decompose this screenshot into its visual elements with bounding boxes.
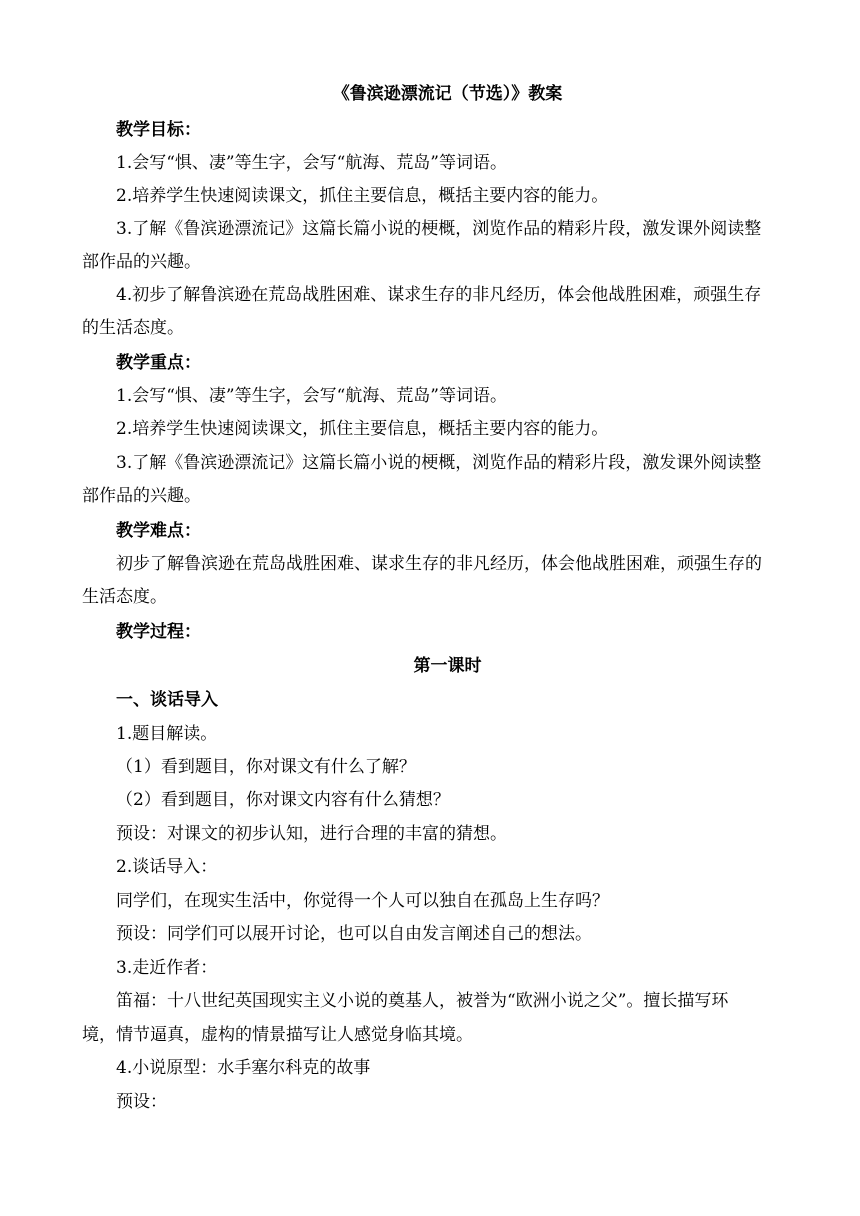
step-2-preset: 预设：同学们可以展开讨论，也可以自由发言阐述自己的想法。	[116, 924, 592, 944]
step-3-text: 笛福：十八世纪英国现实主义小说的奠基人，被誉为“欧洲小说之父”。擅长描写环	[116, 991, 729, 1011]
key-point-3: 3.了解《鲁滨逊漂流记》这篇长篇小说的梗概，浏览作品的精彩片段，激发课外阅读整	[116, 453, 762, 473]
lesson-title: 第一课时	[413, 656, 482, 676]
difficulties-heading: 教学难点：	[116, 521, 201, 541]
goal-item-1: 1.会写“惧、凄”等生字，会写“航海、荒岛”等词语。	[116, 153, 507, 173]
step-3-text-cont: 境，情节逼真，虚构的情景描写让人感觉身临其境。	[82, 1025, 473, 1045]
goal-item-2: 2.培养学生快速阅读课文，抓住主要信息，概括主要内容的能力。	[116, 186, 609, 206]
step-2-text: 同学们，在现实生活中，你觉得一个人可以独自在孤岛上生存吗？	[116, 891, 609, 911]
goal-item-4-cont: 的生活态度。	[82, 318, 184, 338]
step-3: 3.走近作者：	[116, 958, 218, 978]
document-title: 《鲁滨逊漂流记（节选）》教案	[332, 84, 563, 104]
goals-heading: 教学目标：	[116, 120, 201, 140]
step-2: 2.谈话导入：	[116, 857, 218, 877]
step-1-question-2: （2）看到题目，你对课文内容有什么猜想？	[116, 790, 450, 810]
step-4-preset: 预设：	[116, 1092, 167, 1112]
key-point-3-cont: 部作品的兴趣。	[82, 486, 201, 506]
key-point-1: 1.会写“惧、凄”等生字，会写“航海、荒岛”等词语。	[116, 386, 507, 406]
goal-item-4: 4.初步了解鲁滨逊在荒岛战胜困难、谋求生存的非凡经历，体会他战胜困难，顽强生存	[116, 285, 762, 305]
key-points-heading: 教学重点：	[116, 353, 201, 373]
section-heading-intro: 一、谈话导入	[116, 690, 218, 710]
key-point-2: 2.培养学生快速阅读课文，抓住主要信息，概括主要内容的能力。	[116, 419, 609, 439]
goal-item-3-cont: 部作品的兴趣。	[82, 252, 201, 272]
difficulties-text: 初步了解鲁滨逊在荒岛战胜困难、谋求生存的非凡经历，体会他战胜困难，顽强生存的	[116, 554, 762, 574]
step-1: 1.题目解读。	[116, 724, 218, 744]
step-4: 4.小说原型：水手塞尔科克的故事	[116, 1058, 371, 1078]
difficulties-text-cont: 生活态度。	[82, 587, 167, 607]
step-1-question-1: （1）看到题目，你对课文有什么了解？	[116, 757, 416, 777]
goal-item-3: 3.了解《鲁滨逊漂流记》这篇长篇小说的梗概，浏览作品的精彩片段，激发课外阅读整	[116, 219, 762, 239]
step-1-preset: 预设：对课文的初步认知，进行合理的丰富的猜想。	[116, 824, 507, 844]
process-heading: 教学过程：	[116, 622, 201, 642]
